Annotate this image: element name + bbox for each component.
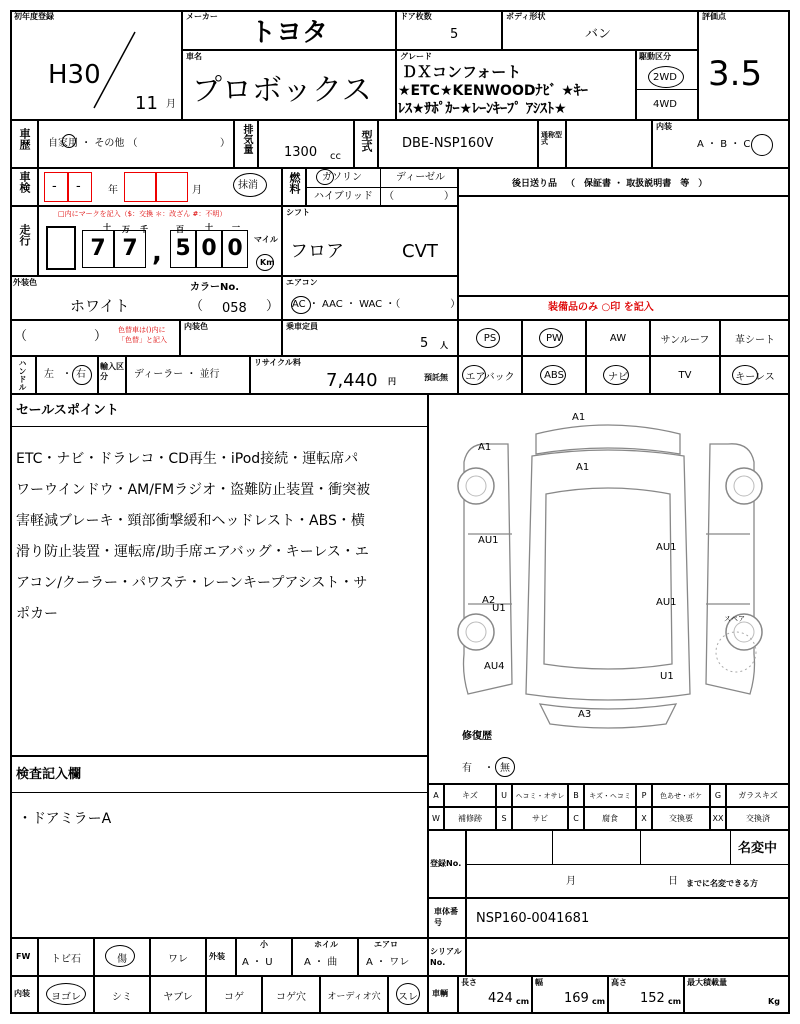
drive-4wd: 4WD [653, 99, 677, 110]
equip-sunroof: サンルーフ [650, 320, 720, 356]
int-audio-hole: オーディオ穴 [320, 976, 388, 1014]
mileage-digit-2: 7 [114, 230, 146, 268]
grade-line1: ＤＸコンフォート [402, 63, 522, 81]
mileage-km-circle [256, 254, 274, 271]
int-color-label: 内装色 [184, 322, 208, 331]
grade-line3: ﾚｽ★ｻﾎﾟｶｰ★ﾚｰﾝｷｰﾌﾟ ｱｼｽﾄ★ [398, 101, 567, 117]
inspection-year-label: 年 [108, 185, 118, 196]
handle-right: 右 [76, 369, 86, 380]
doors-label: ドア枚数 [400, 12, 432, 21]
serial-cell [466, 938, 790, 976]
repair-yes: 有 [462, 763, 472, 774]
repair-no-circle [495, 757, 515, 777]
recycle-fee: 7,440 [326, 370, 378, 391]
equip-pw: PW [522, 320, 586, 356]
drive-2wd: 2WD [653, 72, 677, 83]
mark-a1-top: A1 [572, 412, 586, 423]
mileage-digit-3: 5 [170, 230, 196, 268]
aircon-options: AC ・ AAC ・ WAC ・（ ） [292, 299, 461, 310]
mark-a1-roof: A1 [576, 462, 590, 473]
capacity-unit: 人 [440, 341, 448, 350]
equip-navi: ナビ [586, 356, 650, 394]
handle-label: ハンドル [18, 359, 27, 391]
ext-color-value: ホワイト [70, 297, 130, 315]
maker-label: メーカー [186, 12, 218, 21]
fuel-gasoline-circle [316, 169, 334, 185]
import-options: ディーラー ・ 並行 [134, 369, 220, 380]
after-delivery-body [458, 196, 790, 296]
maker-value: トヨタ [250, 18, 329, 48]
recycle-label: リサイクル料 [254, 358, 301, 367]
inspection-label: 車検 [18, 171, 31, 193]
sales-line-4: 滑り防止装置・運転席/助手席エアバッグ・キーレス・エ [16, 544, 369, 560]
first-reg-month: 11 [135, 93, 158, 114]
repair-no: 無 [500, 763, 510, 774]
int-rub-circle [396, 983, 420, 1005]
sales-line-2: ワーウインドウ・AM/FMラジオ・盗難防止装置・衝突被 [16, 482, 371, 498]
shift-type: フロア [290, 241, 344, 262]
weight-label: 最大積載量 [687, 978, 727, 987]
after-delivery-label: 後日送り品 [512, 179, 558, 189]
shift-trans: CVT [402, 241, 438, 262]
width-label: 幅 [535, 978, 543, 987]
color-no-value: 058 [222, 301, 247, 316]
sales-line-3: 害軽減ブレーキ・頸部衝撃緩和ヘッドレスト・ABS・横 [16, 513, 365, 529]
ext-aero-label: エアロ [374, 940, 398, 949]
legend-table: A キズ U ヘコミ・オサレ B キズ・ヘコミ P 色あせ・ボケ G ガラスキズ W 補修跡 S サビ C 腐食 X 交換要 XX 交換済 [428, 784, 790, 830]
ext-small-label: 小 [260, 940, 268, 949]
mileage-unit-km: Km [260, 258, 275, 267]
ext-color-label: 外装色 [13, 278, 37, 287]
handle-right-circle [72, 365, 92, 385]
fuel-hybrid: ハイブリッド [314, 191, 373, 202]
fw-scratch-circle [105, 945, 135, 967]
spare-label: スペア [724, 615, 745, 623]
history-label: 車歴 [18, 128, 31, 150]
aircon-label: エアコン [286, 278, 318, 287]
common-model-cell [566, 120, 652, 168]
mileage-unit-sen: 千 [140, 225, 148, 234]
after-delivery-items: （ 保証書 ・ 取扱説明書 等 ） [566, 179, 708, 189]
ext-wheel-opts: A ・ 曲 [304, 957, 338, 968]
fuel-gasoline: ガソリン [322, 172, 362, 183]
inspection-notes-label: 検査記入欄 [16, 767, 82, 782]
vin-label: 車体番号 [434, 907, 458, 928]
doors-value: 5 [450, 27, 459, 42]
length-unit: cm [516, 997, 530, 1006]
fw-crack: ワレ [150, 938, 206, 976]
fw-label: FW [16, 952, 31, 961]
fuel-diesel: ディーゼル [396, 172, 445, 183]
mark-au1-right: AU1 [656, 542, 677, 553]
inspection-none: 抹消 [238, 180, 258, 191]
mileage-unit-jyu: 十 [205, 223, 213, 232]
inspection-notes-cell [10, 756, 428, 938]
mileage-note: □内にマークを記入（$：交換 ＊：改ざん #：不明） [58, 210, 227, 218]
recycle-unit: 円 [388, 377, 396, 386]
reg-no-label: 登録No. [430, 859, 462, 868]
common-model-label: 通称型式 [541, 131, 562, 146]
mark-au1-left: AU1 [478, 535, 499, 546]
history-close: ） [220, 138, 230, 149]
displacement-value: 1300 [284, 145, 318, 160]
score-value: 3.5 [708, 54, 763, 94]
ext-small-opts: A ・ U [242, 957, 273, 968]
mark-u1-right: U1 [660, 671, 674, 682]
shift-label: シフト [286, 208, 310, 217]
mark-u1-left: U1 [492, 603, 506, 614]
mileage-digit-4: 0 [196, 230, 222, 268]
drive-2wd-circle [648, 66, 684, 88]
mark-a2: A2 [482, 595, 496, 606]
name-change: 名変中 [738, 841, 778, 856]
first-reg-month-suffix: 月 [166, 99, 176, 110]
equip-leather: 革シート [720, 320, 790, 356]
ext-label: 外装 [209, 952, 225, 961]
int-dirt-circle [46, 983, 86, 1005]
equip-ps: PS [458, 320, 522, 356]
body-value: バン [585, 27, 612, 42]
capacity-label: 乗車定員 [286, 322, 318, 331]
date-slash [90, 30, 140, 110]
color-no-label: カラーNo. [190, 282, 240, 293]
first-reg-year: H30 [48, 60, 101, 90]
int-burn: コゲ [206, 976, 262, 1014]
width-unit: cm [592, 997, 606, 1006]
fw-chip: トビ石 [38, 938, 94, 976]
deadline-suffix: までに名変できる方 [686, 879, 758, 888]
vin-value: NSP160-0041681 [476, 911, 590, 926]
weight-unit: Kg [768, 997, 780, 1006]
model-label: 型式 [360, 130, 373, 152]
import-label: 輸入区分 [100, 362, 124, 382]
mileage-digit-1: 7 [82, 230, 114, 268]
displacement-label: 排気量 [241, 124, 252, 154]
fuel-other: （ ） [384, 191, 454, 202]
history-text: 自家用 ・ その他 （ [48, 138, 138, 149]
inspection-none-circle [233, 173, 267, 197]
serial-label: シリアルNo. [430, 947, 462, 968]
displacement-unit: cc [330, 151, 341, 162]
recycle-deposit: 預託無 [424, 373, 448, 382]
dims-label: 車輌 [432, 989, 448, 998]
sales-line-1: ETC・ナビ・ドラレコ・CD再生・iPod接続・運転席パ [16, 451, 359, 467]
sales-line-6: ポカー [16, 606, 58, 622]
sales-point-body [16, 444, 426, 630]
fuel-label: 燃料 [288, 172, 301, 194]
sales-point-label: セールスポイント [16, 403, 119, 418]
body-label: ボディ形状 [506, 12, 546, 21]
car-name-label: 車名 [186, 52, 202, 61]
mileage-unit-man: 万 [122, 225, 130, 234]
mark-au4: AU4 [484, 661, 505, 672]
mileage-unit-hyaku: 百 [176, 225, 184, 234]
repair-label: 修復歴 [462, 731, 492, 742]
first-reg-label: 初年度登録 [14, 12, 54, 21]
score-label: 評価点 [702, 12, 726, 21]
inspection-month-label: 月 [192, 185, 202, 196]
int-tear: ヤブレ [150, 976, 206, 1014]
equip-ps-circle [476, 328, 500, 348]
mileage-digit-0 [46, 226, 76, 270]
interior-scale: A ・ B ・ C [697, 139, 751, 150]
handle-left: 左 [44, 369, 54, 380]
mark-a3: A3 [578, 709, 592, 720]
interior-grade-label: 内装 [656, 122, 672, 131]
equip-keyless: キーレス [720, 356, 790, 394]
equip-pw-circle [539, 328, 563, 348]
int-label: 内装 [14, 989, 30, 998]
capacity-value: 5 [420, 336, 429, 351]
equip-note: 装備品のみ ○印 を記入 [548, 302, 654, 313]
mileage-unit-ichi: 一 [232, 223, 240, 232]
height-label: 高さ [611, 978, 627, 987]
length-value: 424 [488, 991, 513, 1006]
int-burn-hole: コゲ穴 [262, 976, 320, 1014]
equip-tv: TV [650, 356, 720, 394]
fw-scratch: 傷 [94, 938, 150, 976]
mileage-digit-5: 0 [222, 230, 248, 268]
deadline-day: 日 [668, 876, 678, 887]
aircon-ac-circle [291, 296, 311, 314]
equip-aw: AW [586, 320, 650, 356]
sales-line-5: アコン/クーラー・パワステ・レーンキープアシスト・サ [16, 575, 368, 591]
equip-airbag-circle [462, 365, 486, 385]
car-name-value: プロボックス [192, 73, 372, 108]
drive-label: 駆動区分 [639, 52, 671, 61]
inspection-notes-text: ・ドアミラーA [18, 811, 112, 827]
ext-aero-opts: A ・ ワレ [366, 957, 410, 968]
length-label: 長さ [461, 978, 477, 987]
grade-line2: ★ETC★KENWOODﾅﾋﾞ ★ｷｰ [398, 83, 588, 99]
int-dirt: ヨゴレ [38, 976, 94, 1014]
grade-label: グレード [400, 52, 432, 61]
mileage-unit-ju: 十 [103, 223, 111, 232]
color-change-note: 色替車は()内に「色替」と記入 [118, 326, 167, 344]
mark-au1-right-rear: AU1 [656, 597, 677, 608]
height-value: 152 [640, 991, 665, 1006]
height-unit: cm [668, 997, 682, 1006]
model-value: DBE-NSP160V [402, 136, 494, 151]
ext-wheel-label: ホイル [314, 940, 338, 949]
equip-abs-circle [540, 365, 566, 385]
deadline-month: 月 [566, 876, 576, 887]
mark-a1-left: A1 [478, 442, 492, 453]
mileage-comma: , [152, 238, 162, 268]
equip-keyless-circle [732, 365, 758, 385]
width-value: 169 [564, 991, 589, 1006]
equip-navi-circle [603, 365, 629, 385]
int-stain: シミ [94, 976, 150, 1014]
mileage-unit-mile: マイル [254, 235, 278, 244]
int-rub: スレ [388, 976, 428, 1014]
history-private-circle [62, 134, 76, 148]
equip-airbag: エアバック [458, 356, 522, 394]
interior-c-circle [751, 134, 773, 156]
mileage-label: 走行 [18, 224, 31, 246]
equip-abs: ABS [522, 356, 586, 394]
